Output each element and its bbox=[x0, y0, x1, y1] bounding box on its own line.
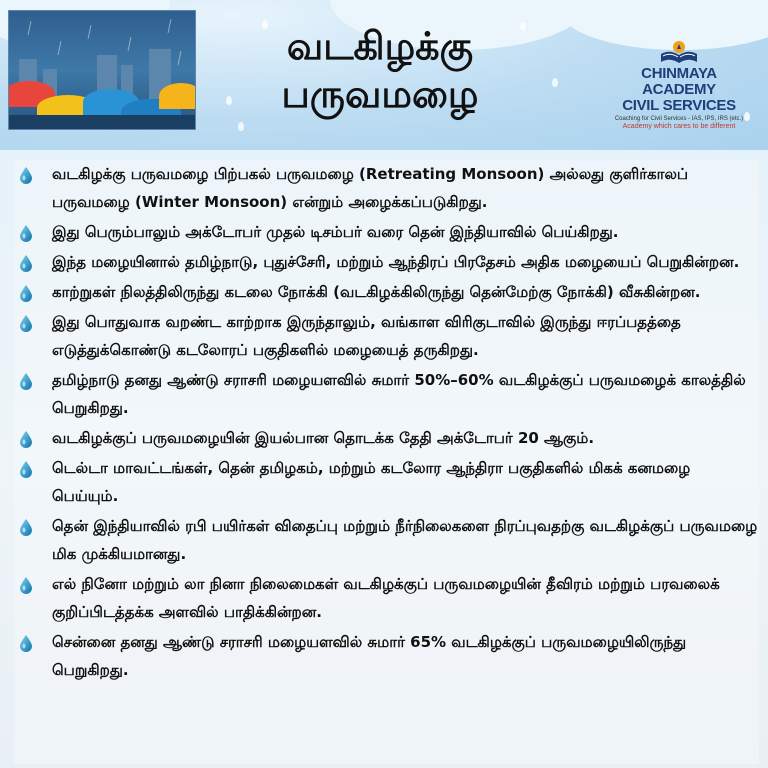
rain-umbrellas-image bbox=[8, 10, 196, 130]
page-title bbox=[230, 22, 530, 118]
logo-tagline-1: Coaching for Civil Services - IAS, IPS, IRS (etc.) bbox=[614, 116, 744, 122]
open-book-icon bbox=[657, 38, 701, 66]
water-drop-icon bbox=[18, 371, 34, 389]
bullet-text: இது பொதுவாக வறண்ட காற்றாக இருந்தாலும், வங்காள விரிகுடாவில் இருந்து ஈரப்பதத்தை எடுத்துக்கொண்டு கடலோரப் பகுதிகளில் மழையைத் தருகிறது. bbox=[52, 313, 681, 359]
water-drop-icon bbox=[18, 223, 34, 241]
academy-logo bbox=[604, 38, 754, 130]
bullet-point bbox=[14, 512, 759, 568]
bullet-point bbox=[14, 160, 759, 216]
water-drop-icon bbox=[18, 429, 34, 447]
bullet-text: எல் நினோ மற்றும் லா நினா நிலைமைகள் வடகிழக்குப் பருவமழையின் தீவிரம் மற்றும் பரவலைக் குறிப்பிடத்தக்க அளவில் பாதிக்கின்றன. bbox=[52, 575, 720, 621]
bullet-text: தமிழ்நாடு தனது ஆண்டு சராசரி மழையளவில் சுமார் 50%–60% வடகிழக்குப் பருவமழைக் காலத்தில் பெறுகிறது. bbox=[52, 371, 746, 417]
water-drop-icon bbox=[18, 633, 34, 651]
bullet-point bbox=[14, 278, 759, 306]
bullet-point bbox=[14, 424, 759, 452]
logo-tagline-2: Academy which cares to be different bbox=[622, 123, 736, 130]
water-drop-icon bbox=[18, 313, 34, 331]
bullet-point bbox=[14, 248, 759, 276]
title-line-2: பருவமழை bbox=[281, 72, 479, 116]
logo-name-line-2: CIVIL SERVICES bbox=[622, 97, 736, 114]
bullet-text: வடகிழக்கு பருவமழை பிற்பகல் பருவமழை (Retreating Monsoon) அல்லது குளிர்காலப் பருவமழை (Winter Monsoon) என்றும் அழைக்கப்படுகிறது. bbox=[52, 165, 689, 211]
bullet-text: இது பெரும்பாலும் அக்டோபர் முதல் டிசம்பர் வரை தென் இந்தியாவில் பெய்கிறது. bbox=[52, 223, 619, 241]
bullet-text: தென் இந்தியாவில் ரபி பயிர்கள் விதைப்பு மற்றும் நீர்நிலைகளை நிரப்புவதற்கு வடகிழக்குப் பருவமழை மிக முக்கியமானது. bbox=[52, 517, 758, 563]
bullet-point bbox=[14, 308, 759, 364]
bullet-text: சென்னை தனது ஆண்டு சராசரி மழையளவில் சுமார் 65% வடகிழக்குப் பருவமழையிலிருந்து பெறுகிறது. bbox=[52, 633, 687, 679]
water-drop-icon bbox=[18, 165, 34, 183]
title-line-1: வடகிழக்கு bbox=[286, 24, 474, 68]
water-drop-icon bbox=[18, 459, 34, 477]
bullet-point bbox=[14, 218, 759, 246]
water-drop-icon bbox=[18, 283, 34, 301]
bullet-point bbox=[14, 570, 759, 626]
bullet-text: இந்த மழையினால் தமிழ்நாடு, புதுச்சேரி, மற்றும் ஆந்திரப் பிரதேசம் அதிக மழையைப் பெறுகின்றன. bbox=[52, 253, 740, 271]
bullet-text: காற்றுகள் நிலத்திலிருந்து கடலை நோக்கி (வடகிழக்கிலிருந்து தென்மேற்கு நோக்கி) வீசுகின்றன. bbox=[52, 283, 701, 301]
logo-name-line-1: CHINMAYA ACADEMY bbox=[641, 65, 717, 98]
water-drop-icon bbox=[18, 517, 34, 535]
water-drop-icon bbox=[18, 575, 34, 593]
bullet-list bbox=[14, 160, 759, 684]
bullet-text: டெல்டா மாவட்டங்கள், தென் தமிழகம், மற்றும் கடலோர ஆந்திரா பகுதிகளில் மிகக் கனமழை பெய்யும். bbox=[52, 459, 691, 505]
bullet-point bbox=[14, 628, 759, 684]
raindrop-shape bbox=[552, 78, 558, 87]
water-drop-icon bbox=[18, 253, 34, 271]
raindrop-shape bbox=[238, 122, 244, 131]
bullet-point bbox=[14, 454, 759, 510]
content-panel bbox=[14, 160, 759, 764]
bullet-point bbox=[14, 366, 759, 422]
bullet-text: வடகிழக்குப் பருவமழையின் இயல்பான தொடக்க தேதி அக்டோபர் 20 ஆகும். bbox=[52, 429, 595, 447]
